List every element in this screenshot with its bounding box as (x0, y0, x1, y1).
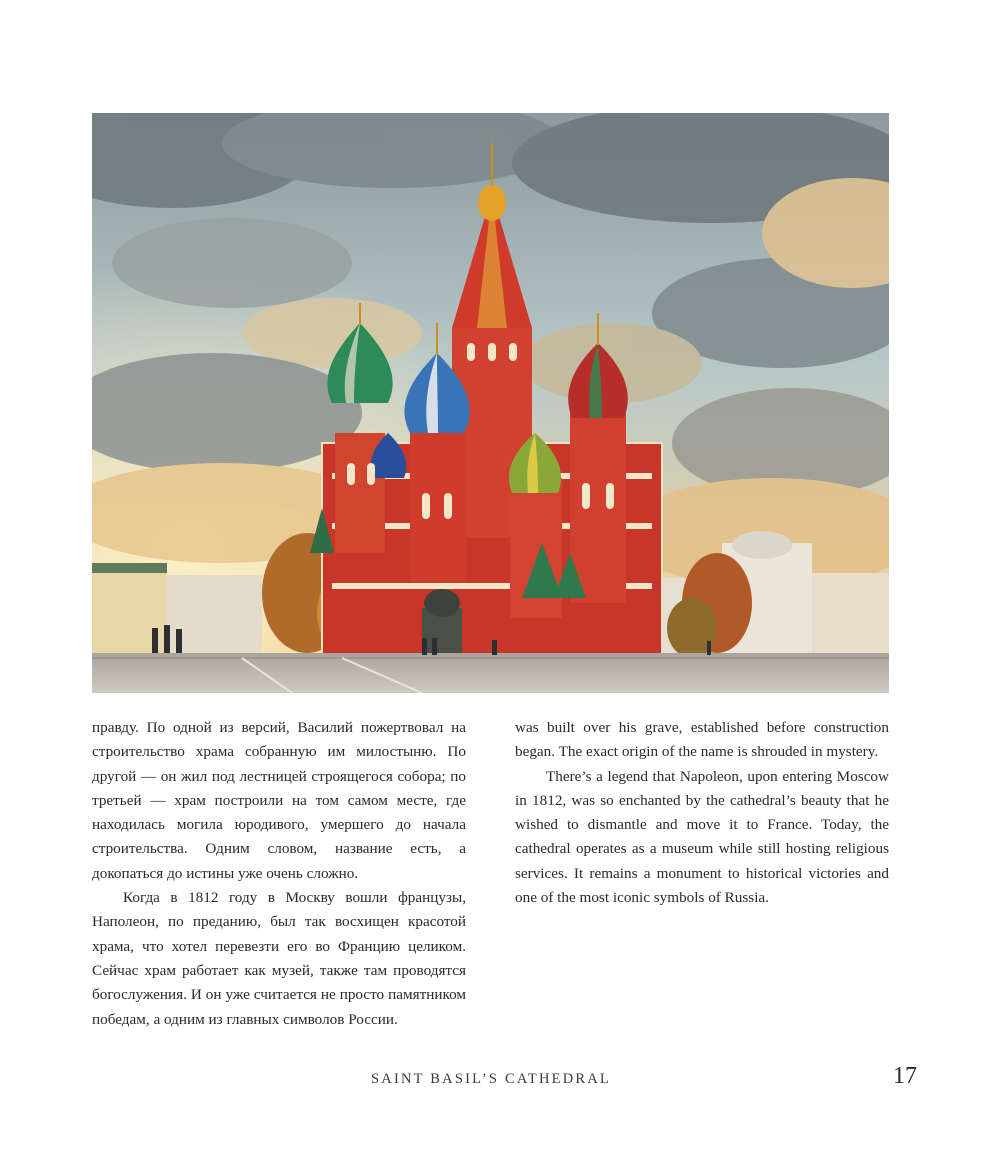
running-title: SAINT BASIL’S CATHEDRAL (371, 1071, 611, 1087)
cathedral-photo (92, 113, 889, 693)
russian-text-column (92, 716, 466, 1032)
russian-paragraph-1: правду. По одной из версий, Василий пожертвовал на строительство храма собранную им милостыню. По другой — он жил под лестницей строящегося собора; по третьей — храм построили на том самом месте, где находилась могила юродивого, умершего до начала строительства. Одним словом, название есть, а докопаться до истины уже очень сложно. (92, 719, 466, 882)
english-paragraph-2: There’s a legend that Napoleon, upon entering Moscow in 1812, was so enchanted by the cathedral’s beauty that he wished to dismantle and move it to France. Today, the cathedral operates as a museum while still hosting religious services. It remains a monument to historical victories and one of the most iconic symbols of Russia. (515, 767, 889, 907)
english-paragraph-1: was built over his grave, established before construction began. The exact origin of the name is shrouded in mystery. (515, 719, 889, 761)
russian-paragraph-2: Когда в 1812 году в Москву вошли французы, Наполеон, по преданию, был так восхищен красотой храма, что хотел перевезти его во Францию целиком. Сейчас храм работает как музей, также там проводятся богослужения. И он уже считается не просто памятником победам, а одним из главных символов России. (92, 889, 466, 1028)
english-text-column (515, 716, 889, 910)
cathedral-illustration (92, 113, 889, 693)
page-number: 17 (893, 1063, 917, 1089)
